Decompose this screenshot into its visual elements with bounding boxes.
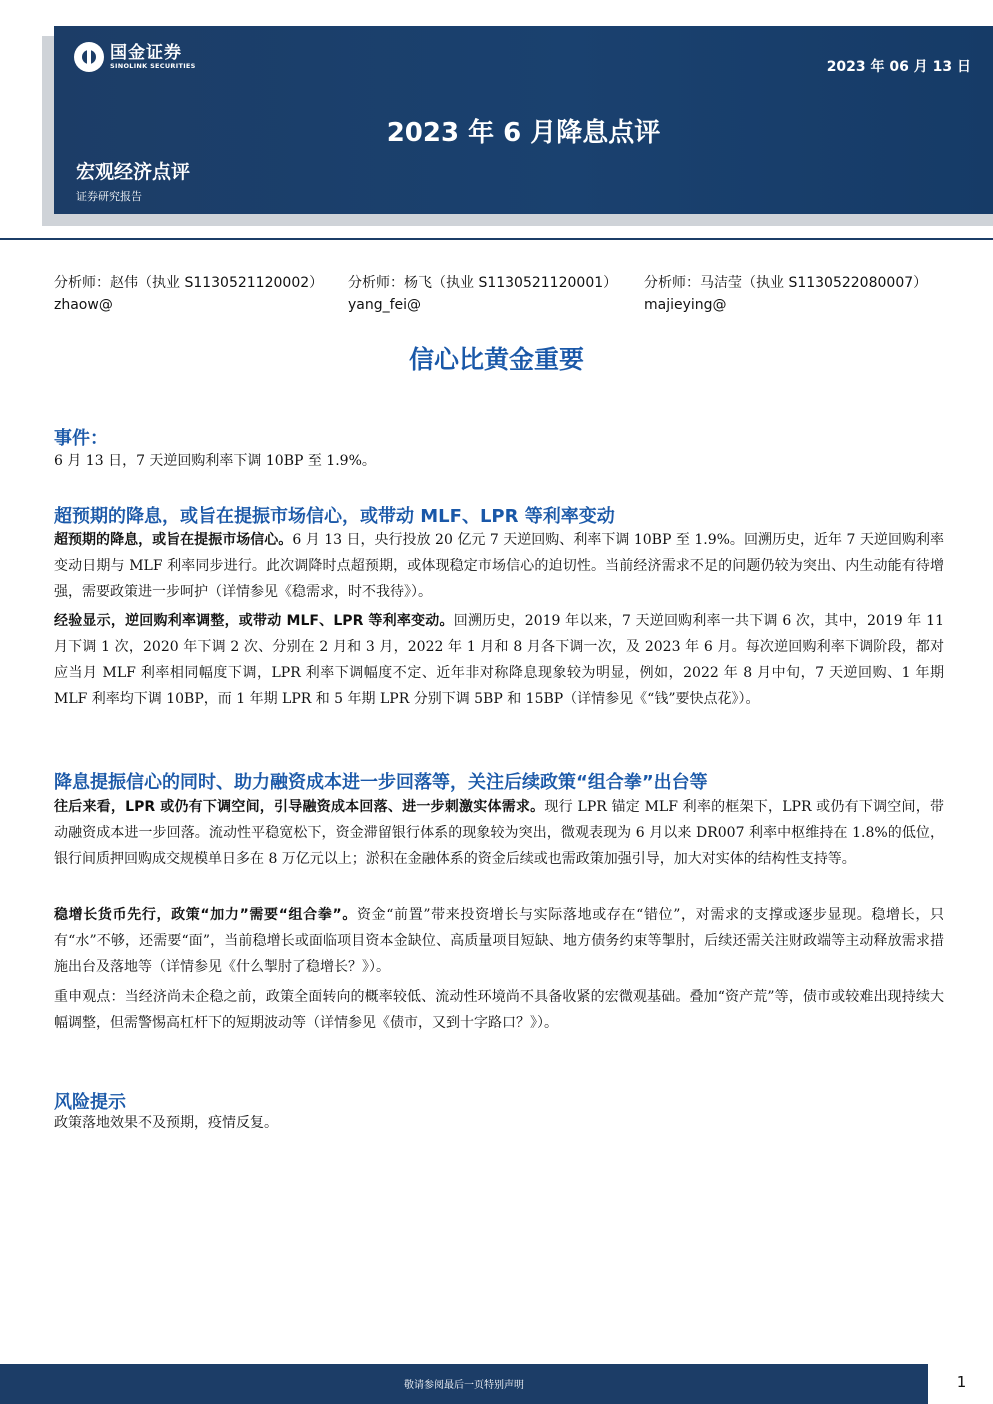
header-divider [0, 238, 993, 240]
analyst-email[interactable]: yang_fei@ [348, 297, 422, 313]
analyst-name: 分析师：马洁莹（执业 S1130522080007） [644, 275, 928, 291]
section2-p1-body: 现行 LPR 锚定 MLF 利率的框架下，LPR 或仍有下调空间，带动融资成本进一步回落。流动性平稳宽松下，资金滞留银行体系的现象较为突出，微观表现为 6 月以来 DR007 利率中枢维持在 1.8%的低位，银行间质押回购成交规模单日多在 8 万亿元以上；淤积在金融体系的资金后续或也需政策加强引导，加大对实体的结构性支持等。 [54, 799, 944, 867]
analyst-email[interactable]: majieying@ [644, 297, 727, 313]
footer-disclaimer-note: 敬请参阅最后一页特别声明 [404, 1380, 524, 1391]
section2-paragraph1 [54, 794, 944, 872]
analyst-email[interactable]: zhaow@ [54, 297, 113, 313]
section2-paragraph2 [54, 902, 944, 980]
analyst-name: 分析师：赵伟（执业 S1130521120002） [54, 275, 324, 291]
section1-p1-body: 6 月 13 日，央行投放 20 亿元 7 天逆回购、利率下调 10BP 至 1.9%。回溯历史，近年 7 天逆回购利率变动日期与 MLF 利率同步进行。此次调降时点超预期，或体现稳定市场信心的迫切性。当前经济需求不足的问题仍较为突出、内生动能有待增强，需要政策进一步呵护（详情参见《稳需求，时不我待》）。 [54, 532, 945, 600]
logo-cn-text: 国金证券 [110, 42, 182, 63]
section1-p2-lead: 经验显示，逆回购利率调整，或带动 MLF、LPR 等利率变动。 [54, 613, 454, 629]
report-type: 证券研究报告 [76, 190, 142, 203]
analyst-zhao-wei [54, 272, 323, 316]
risk-text: 政策落地效果不及预期，疫情反复。 [54, 1115, 278, 1131]
section1-p1-lead: 超预期的降息，或旨在提振市场信心。 [54, 532, 293, 548]
report-title: 2023 年 6 月降息点评 [386, 118, 661, 148]
analyst-yang-fei [348, 272, 617, 316]
logo-icon [74, 42, 104, 72]
report-category: 宏观经济点评 [76, 161, 191, 183]
section2-heading: 降息提振信心的同时、助力融资成本进一步回落等，关注后续政策“组合拳”出台等 [54, 772, 708, 793]
analyst-name: 分析师：杨飞（执业 S1130521120001） [348, 275, 618, 291]
section1-p2-body: 回溯历史，2019 年以来，7 天逆回购利率一共下调 6 次，其中，2019 年 11 月下调 1 次，2020 年下调 2 次、分别在 2 月和 3 月，2022 年 1 月和 8 月各下调一次，及 2023 年 6 月。每次逆回购利率下调阶段，都对应当月 MLF 利率相同幅度下调，LPR 利率下调幅度不定、近年非对称降息现象较为明显，例如，2022 年 8 月中旬，7 天逆回购、1 年期 MLF 利率均下调 10BP，而 1 年期 LPR 和 5 年期 LPR 分别下调 5BP 和 15BP（详情参见《“钱”要快点花》）。 [54, 613, 945, 707]
analyst-ma-jieying [644, 272, 927, 316]
event-text: 6 月 13 日，7 天逆回购利率下调 10BP 至 1.9%。 [54, 453, 376, 469]
report-date: 2023 年 06 月 13 日 [826, 59, 971, 75]
main-headline: 信心比黄金重要 [408, 345, 584, 374]
section1-paragraph1 [54, 527, 944, 605]
page-number: 1 [956, 1373, 967, 1391]
section1-heading: 超预期的降息，或旨在提振市场信心，或带动 MLF、LPR 等利率变动 [54, 506, 615, 527]
section2-p2-lead: 稳增长货币先行，政策“加力”需要“组合拳”。 [54, 907, 357, 923]
event-heading: 事件： [54, 428, 108, 449]
risk-heading: 风险提示 [54, 1092, 126, 1113]
section2-p1-lead: 往后来看，LPR 或仍有下调空间，引导融资成本回落、进一步刺激实体需求。 [54, 799, 545, 815]
company-logo [74, 42, 196, 72]
logo-en-text: SINOLINK SECURITIES [110, 61, 196, 70]
section2-paragraph3: 重申观点：当经济尚未企稳之前，政策全面转向的概率较低、流动性环境尚不具备收紧的宏微观基础。叠加“资产荒”等，债市或较难出现持续大幅调整，但需警惕高杠杆下的短期波动等（详情参见《债市，又到十字路口？》）。 [54, 989, 944, 1031]
section1-paragraph2 [54, 608, 944, 712]
section2-p2-body: 资金“前置”带来投资增长与实际落地或存在“错位”，对需求的支撑或逐步显现。稳增长，只有“水”不够，还需要“面”，当前稳增长或面临项目资本金缺位、高质量项目短缺、地方债务约束等掣肘，后续还需关注财政端等主动释放需求措施出台及落地等（详情参见《什么掣肘了稳增长？》）。 [54, 907, 944, 975]
